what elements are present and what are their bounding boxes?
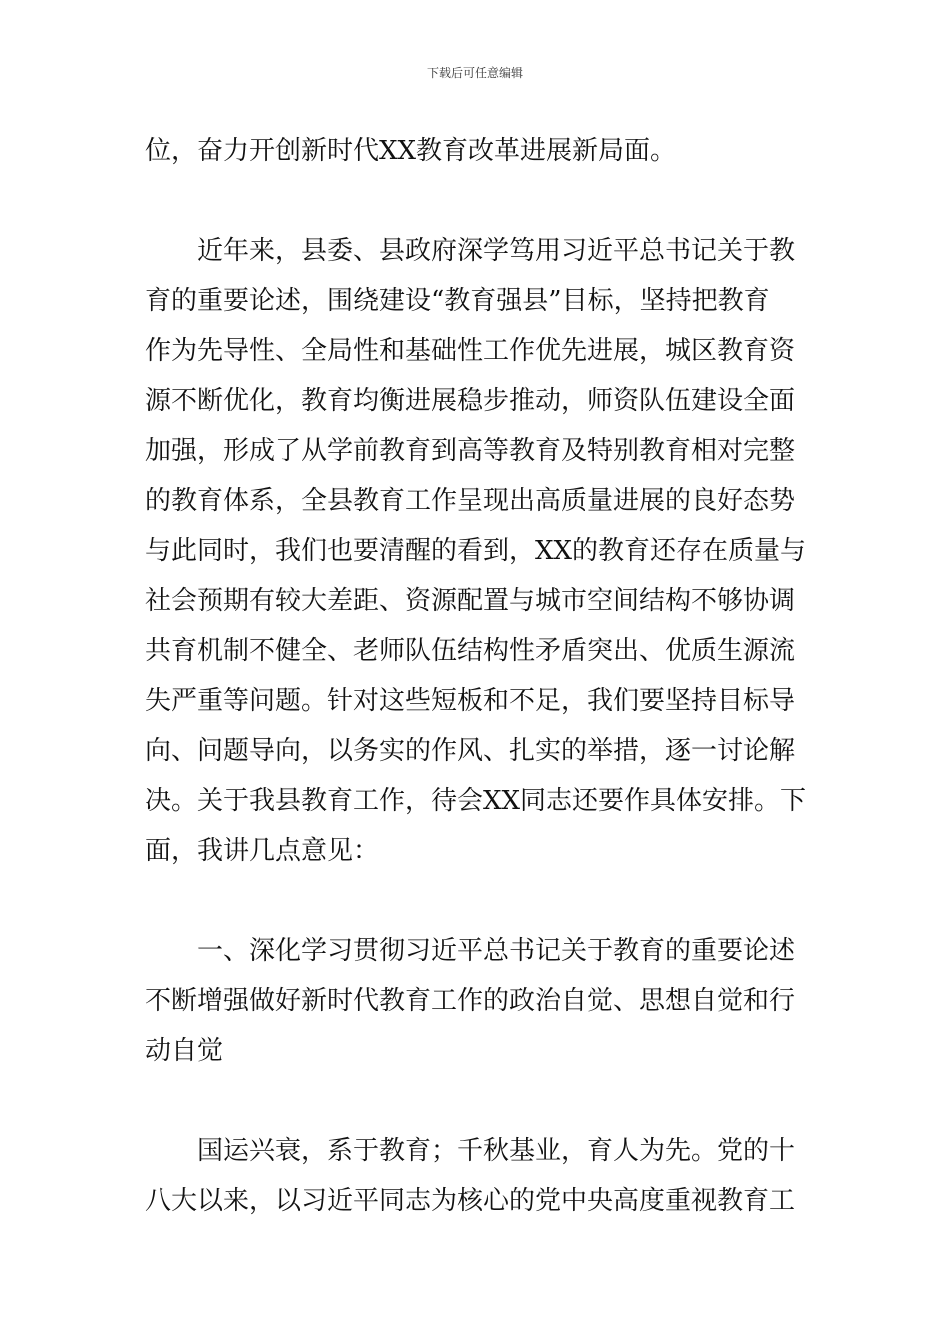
- text-line: 八大以来，以习近平同志为核心的党中央高度重视教育工: [145, 1186, 796, 1216]
- text-line: 一、深化学习贯彻习近平总书记关于教育的重要论述: [145, 936, 796, 966]
- text-line: 决。关于我县教育工作，待会XX同志还要作具体安排。下: [145, 786, 807, 816]
- text-line: 国运兴衰，系于教育；千秋基业，育人为先。党的十: [145, 1136, 796, 1166]
- text-line: 向、问题导向，以务实的作风、扎实的举措，逐一讨论解: [145, 736, 796, 766]
- text-line: 源不断优化，教育均衡进展稳步推动，师资队伍建设全面: [145, 386, 796, 416]
- text-line: 社会预期有较大差距、资源配置与城市空间结构不够协调: [145, 586, 796, 616]
- document-body: [145, 126, 807, 1226]
- text-line: 面，我讲几点意见：: [145, 836, 380, 866]
- page-header: 下载后可任意编辑: [426, 66, 523, 80]
- paragraph-gap: [145, 1076, 807, 1126]
- text-line: 失严重等问题。针对这些短板和不足，我们要坚持目标导: [145, 686, 796, 716]
- text-line: 动自觉: [145, 1036, 224, 1066]
- paragraph-gap: [145, 176, 807, 226]
- text-line: 位，奋力开创新时代XX教育改革进展新局面。: [145, 136, 677, 166]
- paragraph-0: [145, 126, 807, 176]
- text-line: 作为先导性、全局性和基础性工作优先进展，城区教育资: [145, 336, 796, 366]
- text-line: 加强，形成了从学前教育到高等教育及特别教育相对完整: [145, 436, 796, 466]
- paragraph-2-heading: [145, 926, 807, 1076]
- paragraph-1: [145, 226, 807, 876]
- text-line: 近年来，县委、县政府深学笃用习近平总书记关于教: [145, 236, 796, 266]
- paragraph-3: [145, 1126, 807, 1226]
- text-line: 不断增强做好新时代教育工作的政治自觉、思想自觉和行: [145, 986, 796, 1016]
- paragraph-gap: [145, 876, 807, 926]
- text-line: 与此同时，我们也要清醒的看到，XX的教育还存在质量与: [145, 536, 807, 566]
- text-line: 的教育体系，全县教育工作呈现出高质量进展的良好态势: [145, 486, 796, 516]
- text-line: 共育机制不健全、老师队伍结构性矛盾突出、优质生源流: [145, 636, 796, 666]
- text-line: 育的重要论述，围绕建设“教育强县”目标，坚持把教育: [145, 286, 770, 316]
